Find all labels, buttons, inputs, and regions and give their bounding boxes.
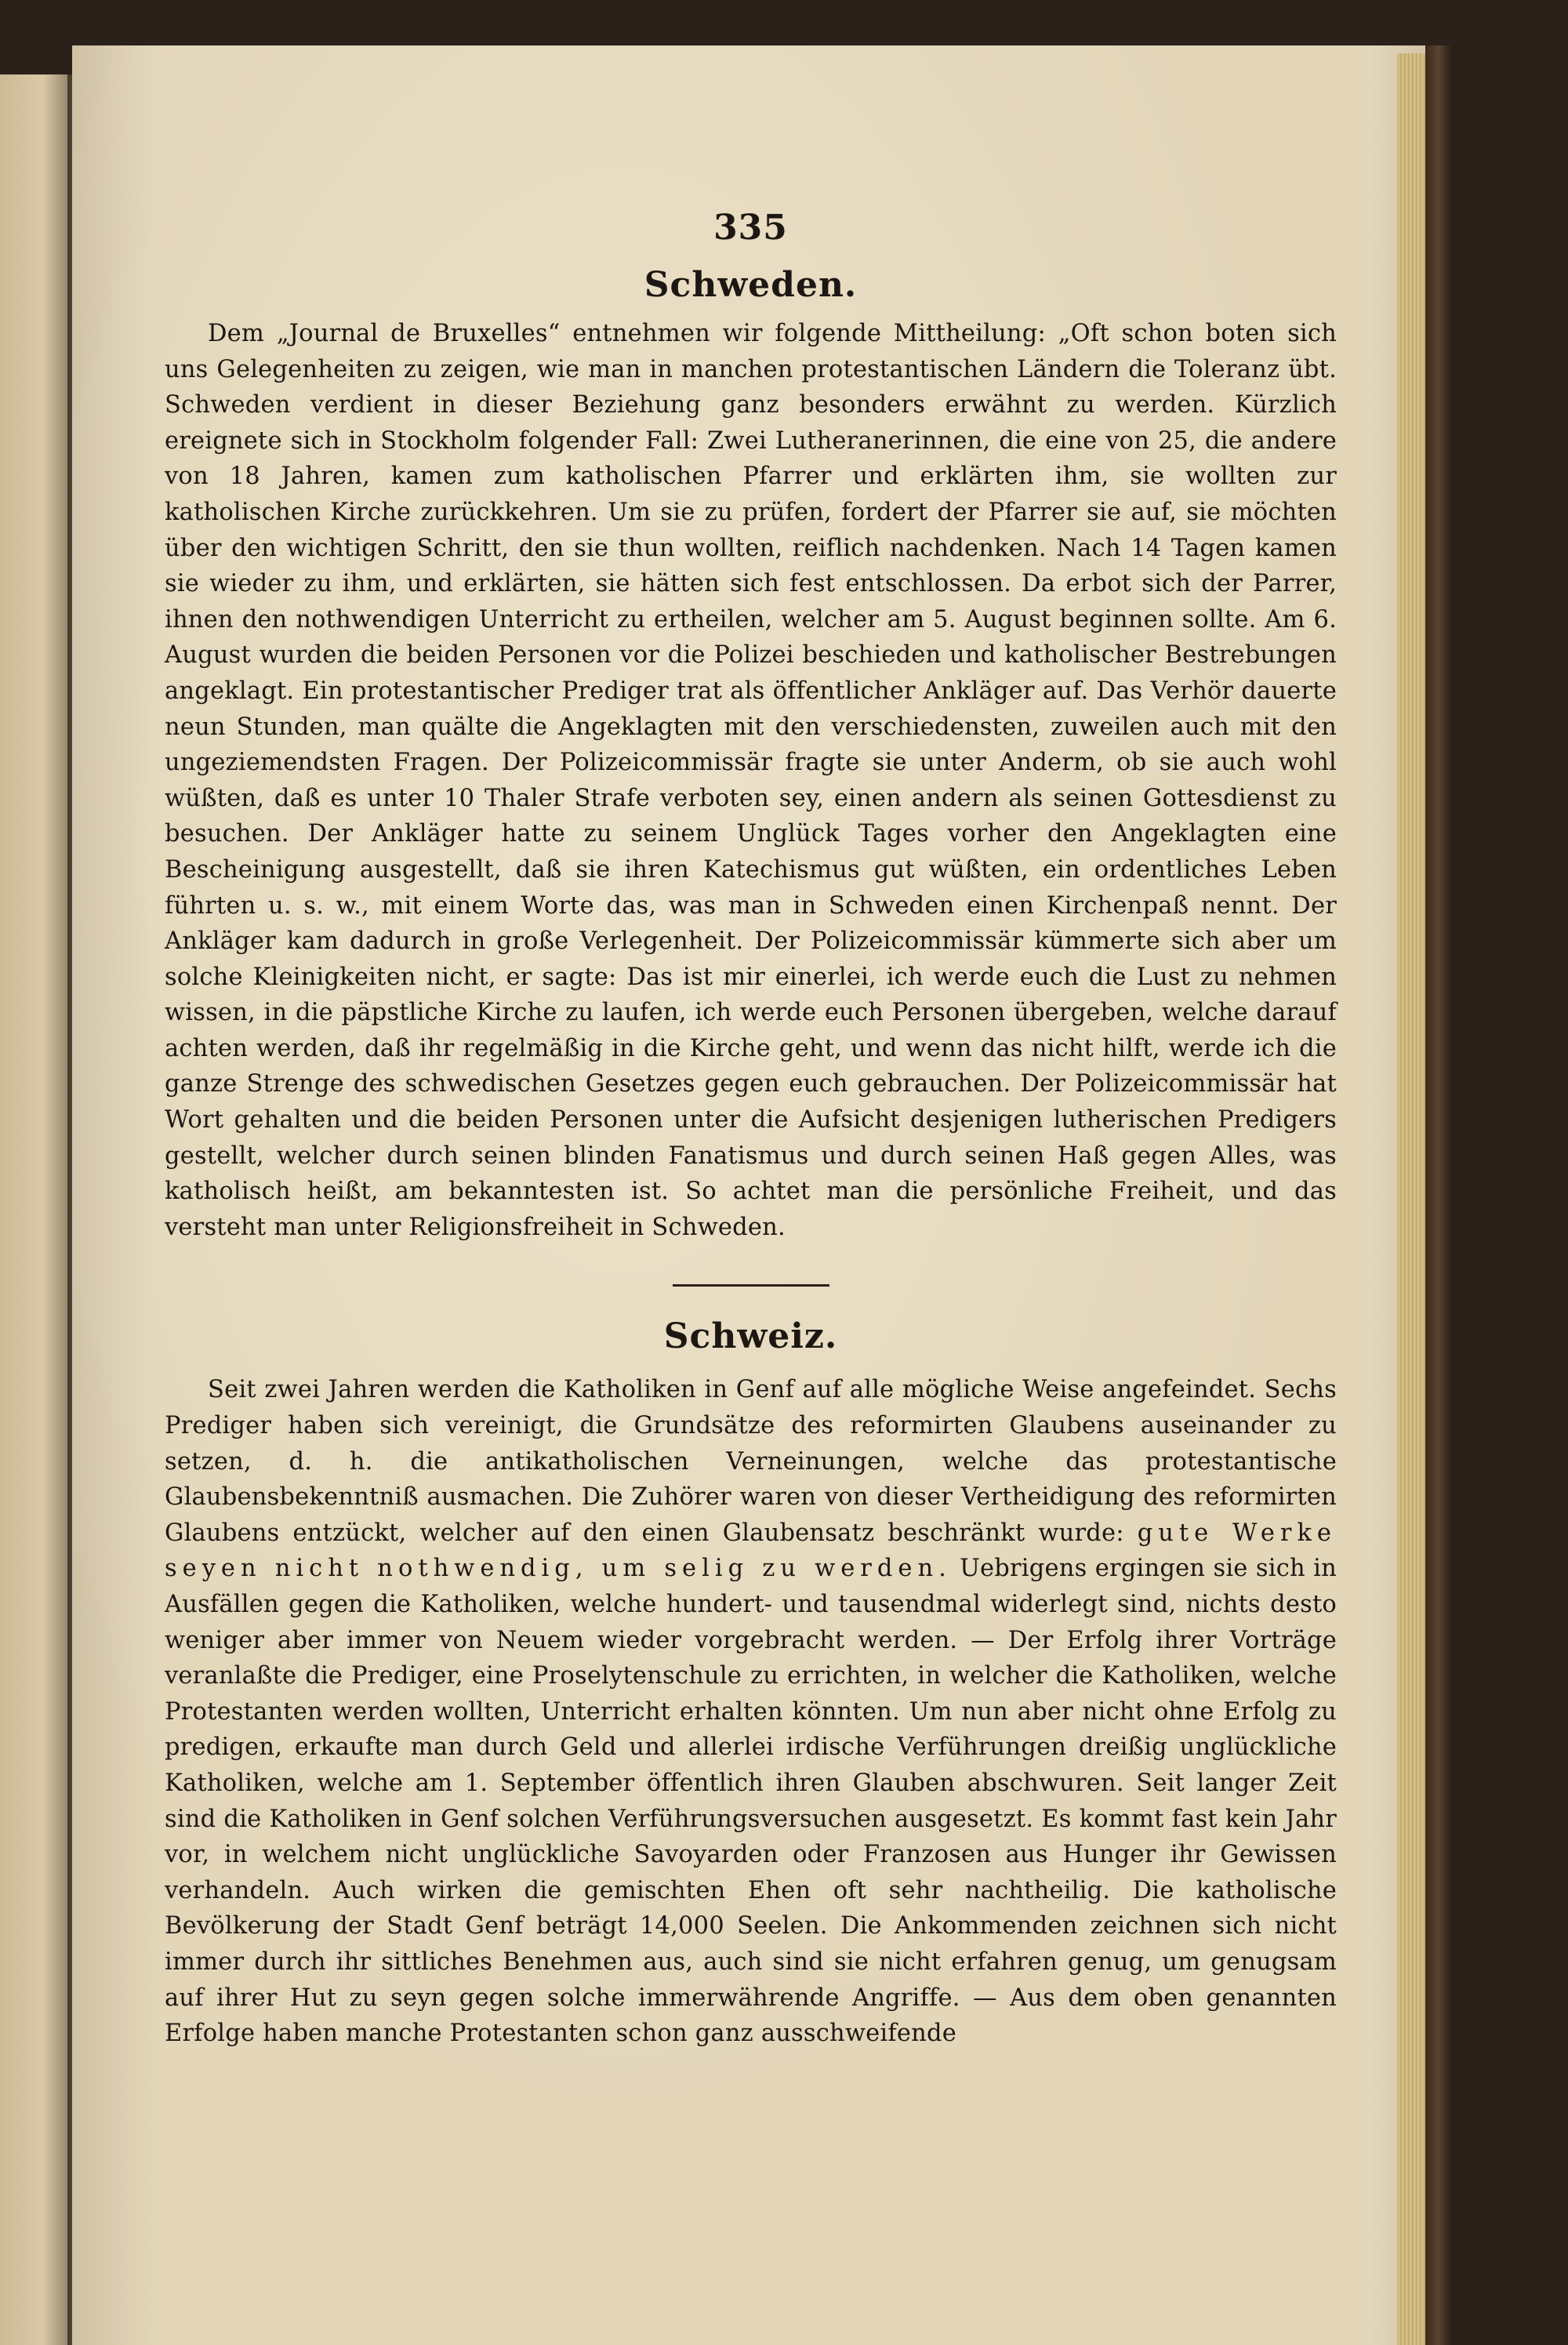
section-heading-schweden: Schweden.: [644, 265, 858, 305]
article-paragraph-schweiz: [165, 1372, 1337, 2051]
article-paragraph-schweden: Dem „Journal de Bruxelles“ entnehmen wir folgende Mittheilung: „Oft schon boten sich uns Gelegenheiten zu zeigen, wie man in manchen protestantischen Ländern die Toleranz übt. Schweden verdient in dieser Beziehung ganz besonders erwähnt zu werden. Kürzlich ereignete sich in Stockholm folgender Fall: Zwei Lutheranerinnen, die eine von 25, die andere von 18 Jahren, kamen zum katholischen Pfarrer und erklärten ihm, sie wollten zur katholischen Kirche zurückkehren. Um sie zu prüfen, fordert der Pfarrer sie auf, sie möchten über den wichtigen Schritt, den sie thun wollten, reiflich nachdenken. Nach 14 Tagen kamen sie wieder zu ihm, und erklärten, sie hätten sich fest entschlossen. Da erbot sich der Parrer, ihnen den nothwendigen Unterricht zu ertheilen, welcher am 5. August beginnen sollte. Am 6. August wurden die beiden Personen vor die Polizei beschieden und katholischer Bestrebungen angeklagt. Ein protestantischer Prediger trat als öffentlicher Ankläger auf. Das Verhör dauerte neun Stunden, man quälte die Angeklagten mit den verschiedensten, zuweilen auch mit den ungeziemendsten Fragen. Der Polizeicommissär fragte sie unter Anderm, ob sie auch wohl wüßten, daß es unter 10 Thaler Strafe verboten sey, einen andern als seinen Gottesdienst zu besuchen. Der Ankläger hatte zu seinem Unglück Tages vorher den Angeklagten eine Bescheinigung ausgestellt, daß sie ihren Katechismus gut wüßten, ein ordentliches Leben führten u. s. w., mit einem Worte das, was man in Schweden einen Kirchenpaß nennt. Der Ankläger kam dadurch in große Verlegenheit. Der Polizeicommissär kümmerte sich aber um solche Kleinigkeiten nicht, er sagte: Das ist mir einerlei, ich werde euch die Lust zu nehmen wissen, in die päpstliche Kirche zu laufen, ich werde euch Personen übergeben, welche darauf achten werden, daß ihr regelmäßig in die Kirche geht, und wenn das nicht hilft, werde ich die ganze Strenge des schwedischen Gesetzes gegen euch gebrauchen. Der Polizeicommissär hat Wort gehalten und die beiden Personen unter die Aufsicht desjenigen lutherischen Predigers gestellt, welcher durch seinen blinden Fanatismus und durch seinen Haß gegen Alles, was katholisch heißt, am bekanntesten ist. So achtet man die persönliche Freiheit, und das versteht man unter Religionsfreiheit in Schweden.: [165, 320, 1337, 1241]
book-cover-edge: [1425, 45, 1452, 2345]
paragraph-text-part-2: Uebrigens ergingen sie sich in Ausfällen gegen die Katholiken, welche hundert- und tausendmal widerlegt sind, nichts desto weniger aber immer von Neuem wieder vorgebracht werden. — Der Erfolg ihrer Vorträge veranlaßte die Prediger, eine Proselytenschule zu errichten, in welcher die Katholiken, welche Protestanten werden wollten, Unterricht erhalten könnten. Um nun aber nicht ohne Erfolg zu predigen, erkaufte man durch Geld und allerlei irdische Verführungen dreißig unglückliche Katholiken, welche am 1. September öffentlich ihren Glauben abschwuren. Seit langer Zeit sind die Katholiken in Genf solchen Verführungsversuchen ausgesetzt. Es kommt fast kein Jahr vor, in welchem nicht unglückliche Savoyarden oder Franzosen aus Hunger ihr Gewissen verhandeln. Auch wirken die gemischten Ehen oft sehr nachtheilig. Die katholische Bevölkerung der Stadt Genf beträgt 14,000 Seelen. Die Ankommenden zeichnen sich nicht immer durch ihr sittliches Benehmen aus, auch sind sie nicht erfahren genug, um genugsam auf ihrer Hut zu seyn gegen solche immerwährende Angriffe. — Aus dem oben genannten Erfolge haben manche Protestanten schon ganz ausschweifende: [165, 1555, 1337, 2048]
emphasized-spaced-phrase: gute Werke seyen nicht nothwendig, um selig zu werden.: [165, 1519, 1337, 1583]
page-content: [165, 208, 1337, 2052]
section-divider: [673, 1284, 829, 1287]
page-number: 335: [713, 208, 788, 248]
page-edges: [1397, 53, 1425, 2345]
section-heading-schweiz: Schweiz.: [663, 1316, 838, 1357]
paragraph-text-part-1: Seit zwei Jahren werden die Katholiken in Genf auf alle mögliche Weise angefeindet. Sechs Prediger haben sich vereinigt, die Grundsätze des reformirten Glaubens auseinander zu setzen, d. h. die antikatholischen Verneinungen, welche das protestantische Glaubensbekenntniß ausmachen. Die Zuhörer waren von dieser Vertheidigung des reformirten Glaubens entzückt, welcher auf den einen Glaubensatz beschränkt wurde:: [165, 1376, 1337, 1547]
facing-page-edge: [0, 74, 72, 2345]
